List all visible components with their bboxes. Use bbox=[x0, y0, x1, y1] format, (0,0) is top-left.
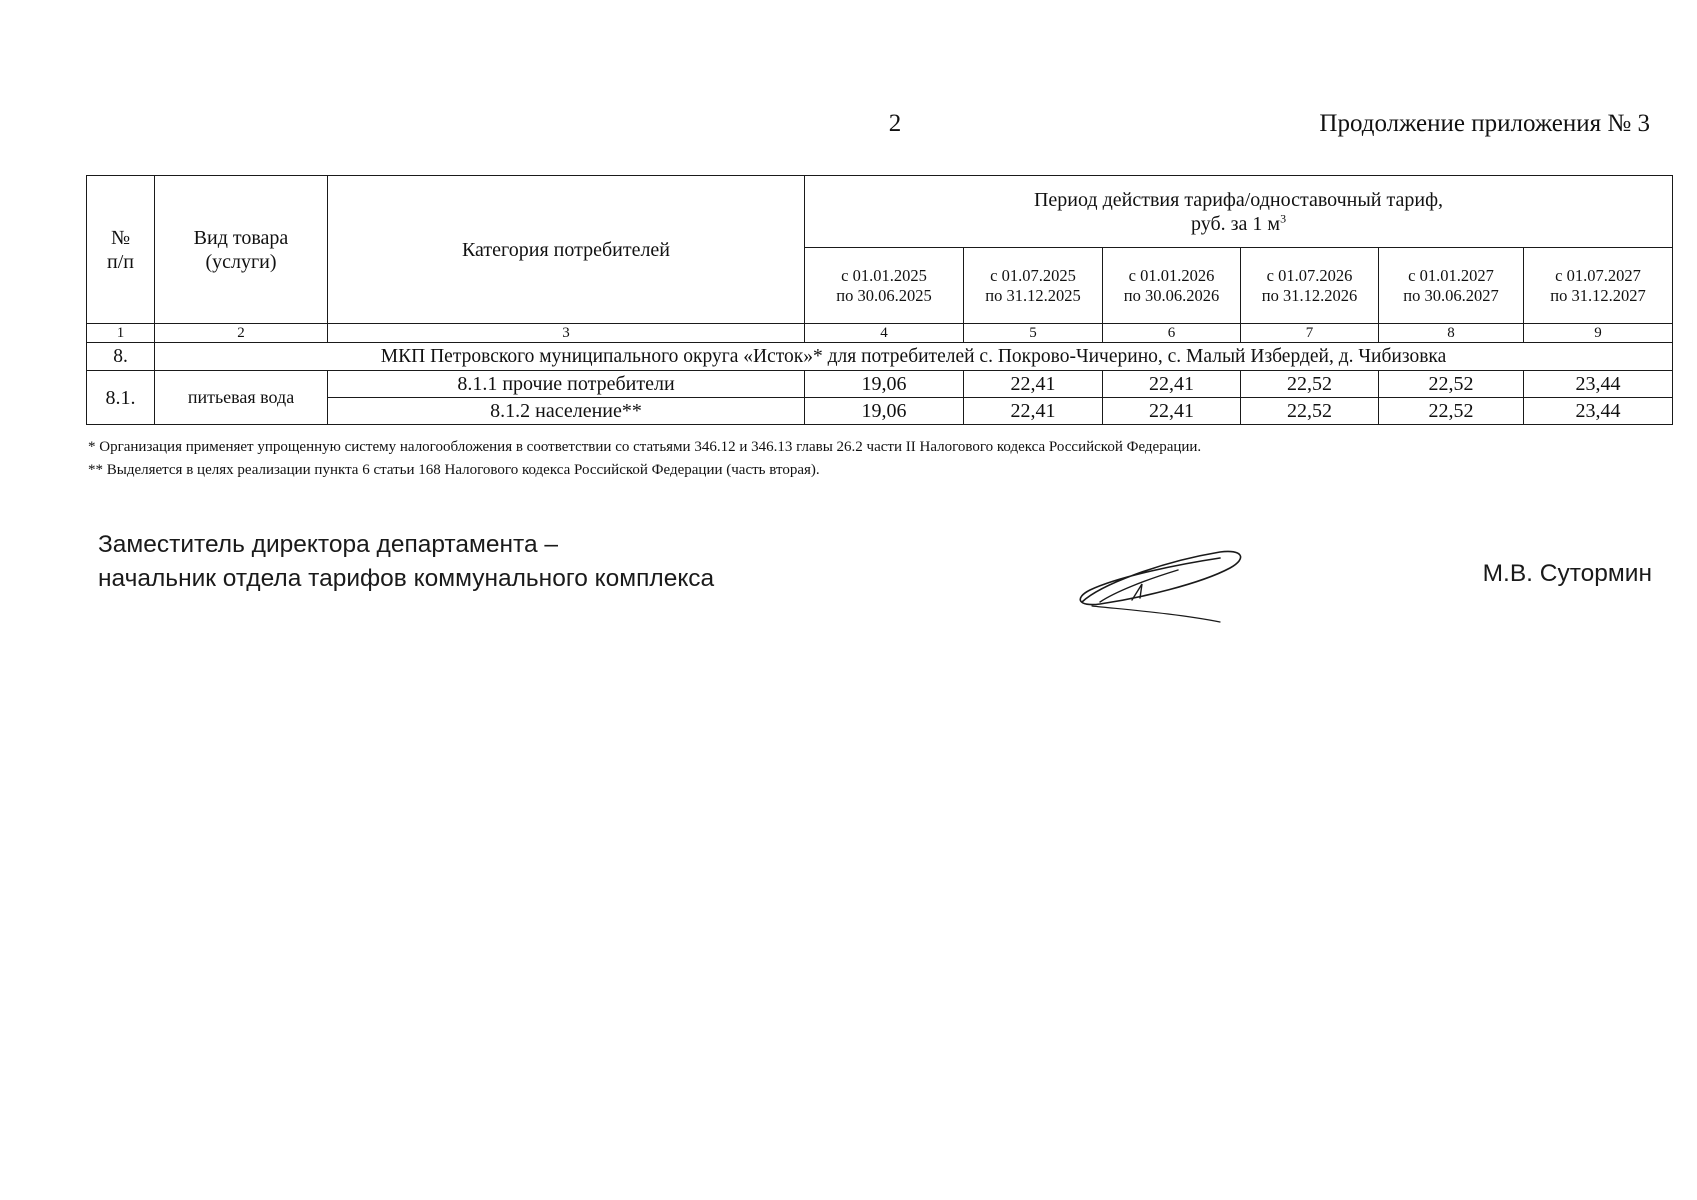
handwritten-signature bbox=[1070, 540, 1250, 630]
tariff-value: 22,41 bbox=[1103, 398, 1241, 425]
signer-position-line1: Заместитель директора департамента – bbox=[98, 531, 559, 558]
column-number: 1 bbox=[87, 324, 155, 343]
period-2: с 01.07.2025 по 31.12.2025 bbox=[964, 248, 1103, 324]
cubic-superscript: 3 bbox=[1280, 210, 1287, 225]
column-number: 8 bbox=[1379, 324, 1524, 343]
column-number: 6 bbox=[1103, 324, 1241, 343]
header-category-cell bbox=[328, 176, 805, 324]
table-row bbox=[87, 371, 1673, 398]
tariff-value: 19,06 bbox=[805, 371, 964, 398]
period-header-line2: руб. за 1 $м^3$ bbox=[1190, 210, 1287, 235]
column-number: 9 bbox=[1524, 324, 1673, 343]
column-number-row bbox=[87, 324, 1673, 343]
appendix-continuation-note: Продолжение приложения № 3 bbox=[1319, 110, 1650, 137]
column-number: 4 bbox=[805, 324, 964, 343]
column-number: 2 bbox=[155, 324, 328, 343]
header-period-cell bbox=[805, 176, 1673, 248]
period-header-line1: Период действия тарифа/одноставочный тариф, bbox=[1033, 188, 1444, 211]
header-service-label: Вид товара (услуги) bbox=[193, 226, 289, 273]
org-name: МКП Петровского муниципального округа «Исток»* для потребителей с. Покрово-Чичерино, с. Малый Избердей, д. Чибизовка bbox=[155, 343, 1673, 371]
organization-row bbox=[87, 343, 1673, 371]
header-number-label: № п/п bbox=[107, 226, 134, 273]
period-1: с 01.01.2025 по 30.06.2025 bbox=[805, 248, 964, 324]
header-service-cell bbox=[155, 176, 328, 324]
tariff-value: 23,44 bbox=[1524, 398, 1673, 425]
consumer-category: 8.1.1 прочие потребители bbox=[328, 371, 805, 398]
tariff-value: 22,52 bbox=[1379, 371, 1524, 398]
column-number: 3 bbox=[328, 324, 805, 343]
consumer-category: 8.1.2 население** bbox=[328, 398, 805, 425]
org-number: 8. bbox=[87, 343, 155, 371]
tariff-value: 22,41 bbox=[964, 371, 1103, 398]
signer-position-line2: начальник отдела тарифов коммунального комплекса bbox=[98, 565, 715, 592]
header-category-label: Категория потребителей bbox=[461, 238, 671, 261]
tariff-value: 22,52 bbox=[1241, 371, 1379, 398]
item-number: 8.1. bbox=[87, 371, 155, 425]
period-5: с 01.01.2027 по 30.06.2027 bbox=[1379, 248, 1524, 324]
tariff-value: 22,41 bbox=[964, 398, 1103, 425]
column-number: 5 bbox=[964, 324, 1103, 343]
footnotes bbox=[88, 436, 1201, 482]
period-4: с 01.07.2026 по 31.12.2026 bbox=[1241, 248, 1379, 324]
tariff-value: 19,06 bbox=[805, 398, 964, 425]
header-number-cell bbox=[87, 176, 155, 324]
tariff-value: 23,44 bbox=[1524, 371, 1673, 398]
tariff-value: 22,41 bbox=[1103, 371, 1241, 398]
period-3: с 01.01.2026 по 30.06.2026 bbox=[1103, 248, 1241, 324]
service-name: питьевая вода bbox=[155, 371, 328, 425]
footnote-tax-system: * Организация применяет упрощенную систему налогообложения в соответствии со статьями 346.12 и 346.13 главы 26.2 части II Налогового кодекса Российской Федерации. bbox=[88, 439, 1202, 455]
tariff-value: 22,52 bbox=[1379, 398, 1524, 425]
footnote-vat: ** Выделяется в целях реализации пункта 6 статьи 168 Налогового кодекса Российской Федерации (часть вторая). bbox=[88, 462, 820, 478]
tariff-table bbox=[86, 175, 1673, 425]
page-number: 2 bbox=[888, 110, 902, 137]
signer-name: М.В. Сутормин bbox=[1482, 560, 1652, 587]
period-6: с 01.07.2027 по 31.12.2027 bbox=[1524, 248, 1673, 324]
signer-position bbox=[98, 528, 714, 596]
tariff-value: 22,52 bbox=[1241, 398, 1379, 425]
column-number: 7 bbox=[1241, 324, 1379, 343]
